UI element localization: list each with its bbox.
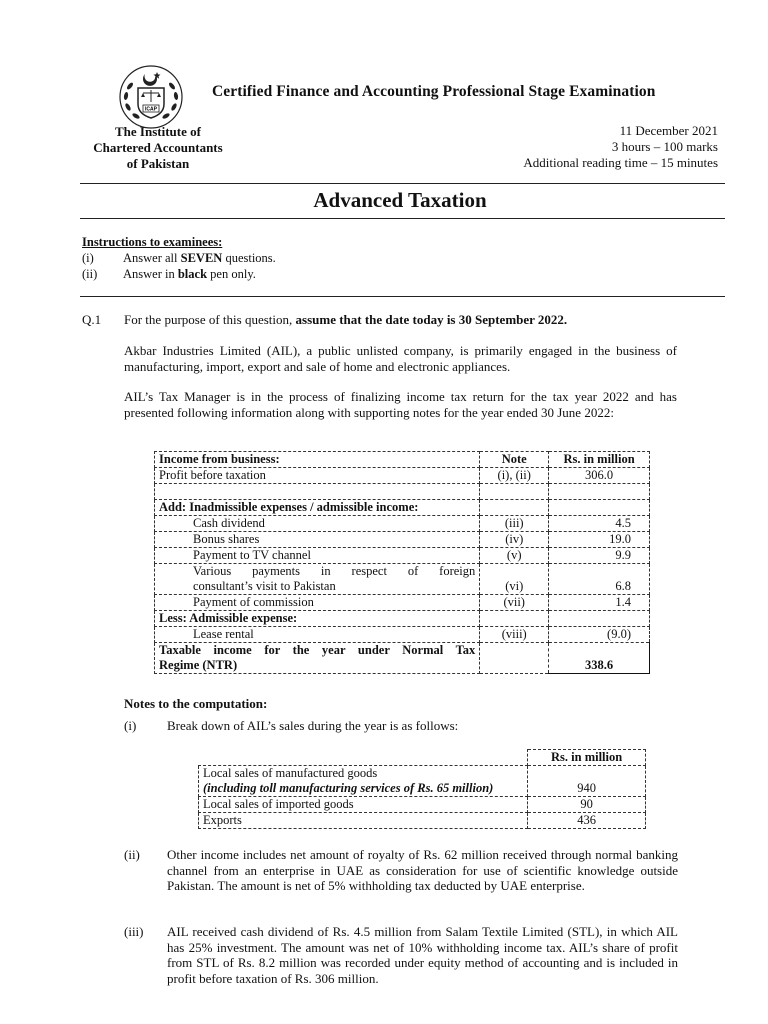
instructions-title: Instructions to examinees: xyxy=(82,235,223,249)
divider xyxy=(80,218,725,219)
question-intro: For the purpose of this question, assume that the date today is 30 September 2022. xyxy=(124,312,568,327)
table-row: Bonus shares (iv) 19.0 xyxy=(155,532,650,548)
note-text: Other income includes net amount of royalty of Rs. 62 million received through normal banking channel from an enterprise in UAE as consideration for use of scientific knowledge outside Pakistan. The amount is net of 5% withholding tax deducted by UAE enterprise. xyxy=(167,847,678,894)
table-row: Add: Inadmissible expenses / admissible income: xyxy=(155,500,650,516)
table-row: Local sales of imported goods 90 xyxy=(199,797,646,813)
exam-title: Certified Finance and Accounting Professional Stage Examination xyxy=(212,83,656,100)
institute-line-3: of Pakistan xyxy=(126,156,190,171)
table-row: Exports 436 xyxy=(199,813,646,829)
institute-line-2: Chartered Accountants xyxy=(93,140,223,155)
instruction-item: (ii) Answer in black pen only. xyxy=(82,267,256,281)
table-row: Payment of commission (vii) 1.4 xyxy=(155,595,650,611)
instruction-num: (i) xyxy=(82,251,94,265)
table-row: Local sales of manufactured goods (including toll manufacturing services of Rs. 65 million) 940 xyxy=(199,766,646,797)
table-row xyxy=(155,484,650,500)
note-text: AIL received cash dividend of Rs. 4.5 million from Salam Textile Limited (STL), in which AIL has 25% investment. The amount was net of 10% withholding income tax. AIL’s share of profit from STL of Rs. 8.2 million was recorded under equity method of accounting and is included in profit before taxation of Rs. 306 million. xyxy=(167,924,678,986)
divider xyxy=(80,296,725,297)
notes-title: Notes to the computation: xyxy=(124,696,268,711)
table-header-row: Rs. in million xyxy=(199,750,646,766)
table-total-row: Taxable income for the year under Normal Tax Regime (NTR) 338.6 xyxy=(155,643,650,674)
table-header-row: Income from business: Note Rs. in million xyxy=(155,452,650,468)
subject-title: Advanced Taxation xyxy=(313,188,487,212)
instruction-item: (i) Answer all SEVEN questions. xyxy=(82,251,276,265)
note-number: (iii) xyxy=(124,924,144,939)
sales-table xyxy=(198,749,646,829)
table-row: Cash dividend (iii) 4.5 xyxy=(155,516,650,532)
institute-line-1: The Institute of xyxy=(115,124,201,139)
table-row: Payment to TV channel (v) 9.9 xyxy=(155,548,650,564)
exam-reading-time: Additional reading time – 15 minutes xyxy=(523,155,718,170)
exam-duration: 3 hours – 100 marks xyxy=(611,139,718,154)
institute-logo xyxy=(118,64,184,130)
question-para-1: Akbar Industries Limited (AIL), a public unlisted company, is primarily engaged in the business of manufacturing, import, export and sale of home and electronic appliances. xyxy=(124,343,677,374)
question-para-2: AIL’s Tax Manager is in the process of finalizing income tax return for the tax year 2022 and has presented following information along with supporting notes for the year ended 30 June 2022: xyxy=(124,389,677,420)
exam-date: 11 December 2021 xyxy=(619,123,718,138)
note-number: (ii) xyxy=(124,847,140,862)
table-row: Profit before taxation (i), (ii) 306.0 xyxy=(155,468,650,484)
instructions xyxy=(82,234,276,282)
note-text: Break down of AIL’s sales during the year is as follows: xyxy=(167,718,459,733)
exam-info xyxy=(523,123,718,171)
divider xyxy=(80,183,725,184)
logo-text: ICAP xyxy=(145,106,157,113)
note-number: (i) xyxy=(124,718,137,733)
question-number: Q.1 xyxy=(82,312,102,327)
institute-name xyxy=(78,124,238,172)
computation-table xyxy=(154,451,650,674)
table-row: Less: Admissible expense: xyxy=(155,611,650,627)
table-row: Various payments in respect of foreign consultant’s visit to Pakistan (vi) 6.8 xyxy=(155,564,650,595)
instruction-num: (ii) xyxy=(82,267,98,281)
table-row: Lease rental (viii) (9.0) xyxy=(155,627,650,643)
